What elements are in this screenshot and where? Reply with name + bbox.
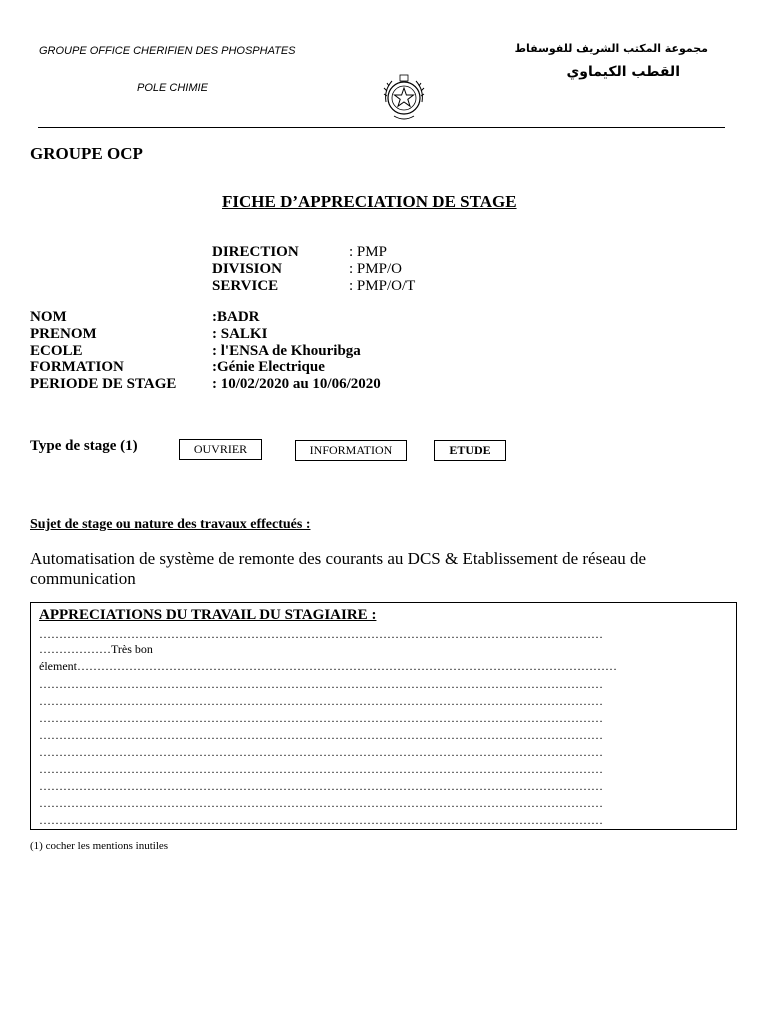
appreciation-line: …………………………………………………………………………………………………………………………… xyxy=(39,711,603,725)
appreciation-line: ………………Très bon xyxy=(39,642,153,656)
appreciation-line: …………………………………………………………………………………………………………………………… xyxy=(39,627,603,641)
trainee-label-periode: PERIODE DE STAGE xyxy=(30,376,177,392)
subject-label: Sujet de stage ou nature des travaux effectués : xyxy=(30,517,311,532)
org-value-direction: : PMP xyxy=(349,244,387,260)
trainee-value-prenom: : SALKI xyxy=(212,326,268,342)
trainee-value-formation: :Génie Electrique xyxy=(212,359,325,375)
appreciation-box xyxy=(30,602,737,830)
subject-text-line-2: communication xyxy=(30,569,136,588)
trainee-label-prenom: PRENOM xyxy=(30,326,97,342)
trainee-value-nom: :BADR xyxy=(212,309,260,325)
stage-type-option-ouvrier[interactable]: OUVRIER xyxy=(179,439,262,460)
footnote: (1) cocher les mentions inutiles xyxy=(30,840,169,852)
org-value-service: : PMP/O/T xyxy=(349,278,416,294)
appreciation-line: …………………………………………………………………………………………………………………………… xyxy=(39,677,603,691)
pole-name-fr: POLE CHIMIE xyxy=(137,82,208,94)
stage-type-option-etude[interactable]: ETUDE xyxy=(434,440,506,461)
company-name-ar: مجموعة المكتب الشريف للفوسفاط xyxy=(514,42,708,55)
trainee-label-formation: FORMATION xyxy=(30,359,124,375)
appreciation-line: …………………………………………………………………………………………………………………………… xyxy=(39,779,603,793)
ocp-emblem-icon xyxy=(378,72,430,124)
appreciation-line: …………………………………………………………………………………………………………………………… xyxy=(39,762,603,776)
stage-type-label: Type de stage (1) xyxy=(30,438,138,454)
stage-type-option-information[interactable]: INFORMATION xyxy=(295,440,407,461)
trainee-label-ecole: ECOLE xyxy=(30,343,83,359)
appreciation-line: …………………………………………………………………………………………………………………………… xyxy=(39,694,603,708)
org-label-direction: DIRECTION xyxy=(212,244,299,260)
trainee-label-nom: NOM xyxy=(30,309,67,325)
appreciation-line: …………………………………………………………………………………………………………………………… xyxy=(39,796,603,810)
subject-text-line-1: Automatisation de système de remonte des courants au DCS & Etablissement de réseau de xyxy=(30,549,647,568)
document-title: FICHE D’APPRECIATION DE STAGE xyxy=(222,192,517,211)
group-title: GROUPE OCP xyxy=(30,144,143,163)
appreciation-line: …………………………………………………………………………………………………………………………… xyxy=(39,813,603,827)
appreciation-title: APPRECIATIONS DU TRAVAIL DU STAGIAIRE : xyxy=(39,607,377,623)
org-label-division: DIVISION xyxy=(212,261,283,277)
org-label-service: SERVICE xyxy=(212,278,279,294)
pole-name-ar: القطب الكيماوي xyxy=(566,64,680,80)
org-value-division: : PMP/O xyxy=(349,261,402,277)
trainee-value-periode: : 10/02/2020 au 10/06/2020 xyxy=(212,376,381,392)
trainee-value-ecole: : l'ENSA de Khouribga xyxy=(212,343,361,359)
header-divider xyxy=(38,127,725,128)
appreciation-line: élement……………………………………………………………………………………………………………………… xyxy=(39,659,617,673)
appreciation-line: …………………………………………………………………………………………………………………………… xyxy=(39,728,603,742)
appreciation-line: …………………………………………………………………………………………………………………………… xyxy=(39,745,603,759)
company-name-fr: GROUPE OFFICE CHERIFIEN DES PHOSPHATES xyxy=(39,45,296,57)
